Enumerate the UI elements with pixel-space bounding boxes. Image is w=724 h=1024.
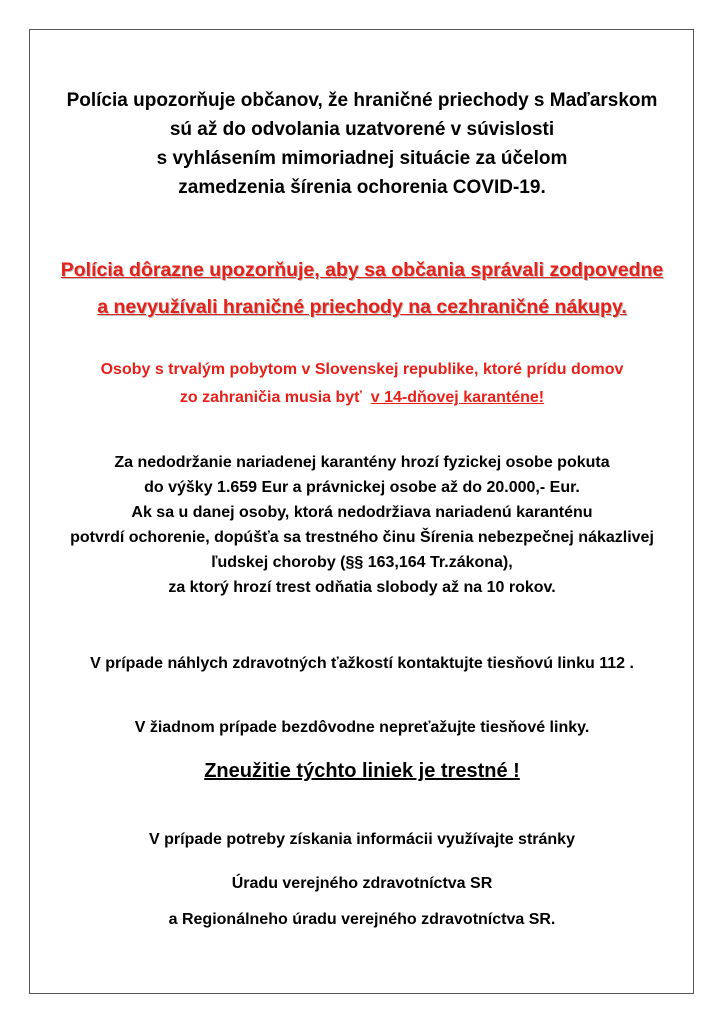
intro-line: Polícia upozorňuje občanov, že hraničné priechody s Maďarskom (66, 90, 658, 111)
criminal-warning: Zneužitie týchto liniek je trestné ! (204, 760, 520, 782)
intro-paragraph (0, 86, 724, 202)
intro-line: zamedzenia šírenia ochorenia COVID-19. (178, 177, 546, 198)
penalty-line: Za nedodržanie nariadenej karantény hrozí fyzickej osobe pokuta (114, 454, 610, 471)
police-warning (0, 252, 724, 326)
quarantine-notice (0, 356, 724, 412)
warning-line: a nevyužívali hraničné priechody na cezhraničné nákupy. (97, 296, 627, 318)
no-abuse-notice: V žiadnom prípade bezdôvodne nepreťažujte tiesňové linky. (134, 719, 590, 736)
penalty-paragraph (0, 450, 724, 600)
intro-line: sú až do odvolania uzatvorené v súvislosti (169, 119, 555, 140)
penalty-line: Ak sa u danej osoby, ktorá nedodržiava nariadenú karanténu (131, 504, 593, 521)
intro-line: s vyhlásením mimoriadnej situácie za účelom (156, 148, 568, 169)
quarantine-duration: v 14-dňovej karanténe! (370, 389, 545, 406)
quarantine-prefix: zo zahraničia musia byť (179, 389, 371, 406)
warning-line: Polícia dôrazne upozorňuje, aby sa občania správali zodpovedne (60, 259, 664, 281)
emergency-line-notice: V prípade náhlych zdravotných ťažkostí kontaktujte tiesňovú linku 112 . (90, 655, 634, 672)
quarantine-line (0, 384, 724, 412)
penalty-line: za ktorý hrozí trest odňatia slobody až na 10 rokov. (168, 579, 556, 596)
penalty-line: potvrdí ochorenie, dopúšťa sa trestného činu Šírenia nebezpečnej nákazlivej (70, 529, 654, 546)
info-line-1: V prípade potreby získania informácii využívajte stránky (149, 831, 575, 848)
penalty-line: ľudskej choroby (§§ 163,164 Tr.zákona), (211, 554, 513, 571)
info-line-3: a Regionálneho úradu verejného zdravotníctva SR. (168, 911, 556, 928)
quarantine-line: Osoby s trvalým pobytom v Slovenskej republike, ktoré prídu domov (100, 361, 624, 378)
info-line-2: Úradu verejného zdravotníctva SR (231, 875, 493, 892)
penalty-line: do výšky 1.659 Eur a právnickej osobe až do 20.000,- Eur. (144, 479, 580, 496)
